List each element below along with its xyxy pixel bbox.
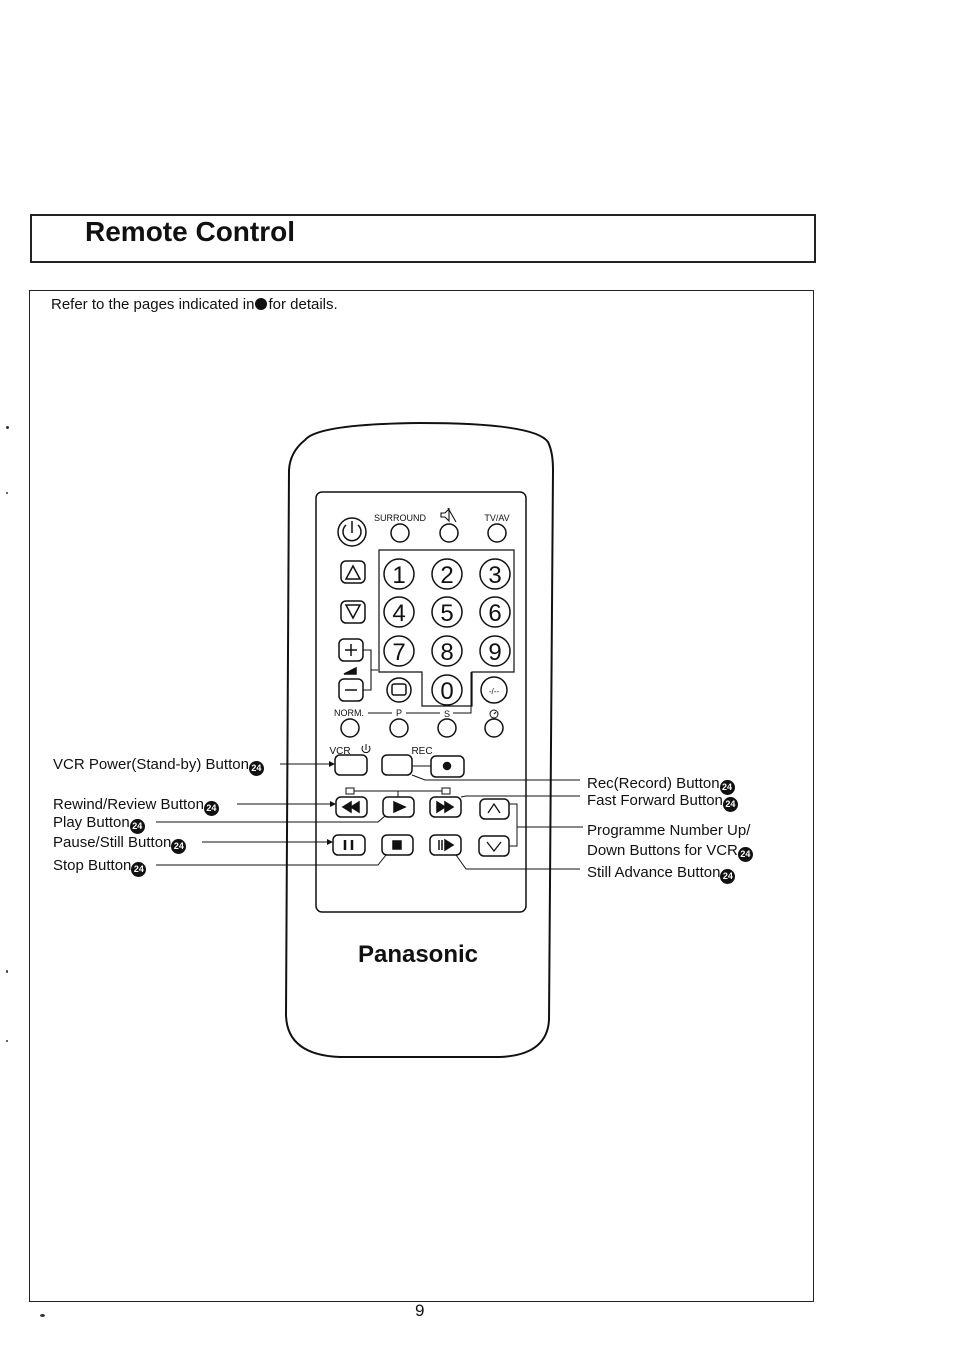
plusminus-label: -/-- bbox=[488, 687, 500, 696]
fast-forward-icon bbox=[437, 802, 453, 812]
norm-label: NORM. bbox=[334, 708, 364, 718]
prog-up-icon bbox=[488, 804, 500, 813]
brand-logo: Panasonic bbox=[357, 941, 479, 968]
callout-vcr-power: VCR Power(Stand-by) Button 24 bbox=[53, 756, 264, 776]
volume-ramp-icon bbox=[344, 668, 356, 674]
norm-button bbox=[341, 719, 359, 737]
plus-icon bbox=[345, 644, 357, 656]
callout-play: Play Button 24 bbox=[53, 814, 145, 834]
timer-icon bbox=[490, 710, 498, 718]
scan-speck bbox=[40, 1314, 45, 1317]
tvav-label: TV/AV bbox=[484, 513, 510, 523]
page-badge-icon: 24 bbox=[131, 862, 146, 877]
callout-stop: Stop Button 24 bbox=[53, 857, 146, 877]
callout-rewind: Rewind/Review Button 24 bbox=[53, 796, 219, 816]
index-right-icon bbox=[442, 788, 450, 794]
s-button bbox=[438, 719, 456, 737]
digit-1-label: 1 bbox=[392, 562, 406, 589]
timer-button bbox=[485, 719, 503, 737]
callout-prog-line1: Programme Number Up/ bbox=[587, 822, 751, 839]
play-icon bbox=[394, 802, 405, 812]
stop-icon bbox=[393, 841, 401, 849]
callout-arrowheads bbox=[327, 761, 336, 845]
page-badge-icon: 24 bbox=[720, 780, 735, 795]
intro-after: for details. bbox=[268, 296, 338, 313]
page-number: 9 bbox=[415, 1301, 425, 1320]
digit-buttons bbox=[384, 559, 510, 666]
channel-up-icon bbox=[346, 566, 360, 579]
callout-rec: Rec(Record) Button 24 bbox=[587, 775, 735, 795]
page-badge-icon: 24 bbox=[720, 869, 735, 884]
callout-pause: Pause/Still Button 24 bbox=[53, 834, 186, 854]
digit-7-label: 7 bbox=[392, 639, 406, 666]
tvav-button bbox=[488, 524, 506, 542]
s-label: S bbox=[443, 709, 451, 719]
callout-lines bbox=[156, 764, 583, 869]
volume-bracket bbox=[363, 650, 378, 690]
scan-speck bbox=[6, 492, 8, 494]
callout-still-advance: Still Advance Button 24 bbox=[587, 864, 735, 884]
remote-panel bbox=[316, 492, 526, 912]
prog-up-button bbox=[480, 799, 509, 819]
mute-icon bbox=[441, 508, 456, 522]
digit-5-label: 5 bbox=[440, 600, 454, 627]
callout-prog-line2: Down Buttons for VCR 24 bbox=[587, 842, 753, 862]
rec-label: REC bbox=[411, 746, 433, 757]
picture-mode-icon bbox=[392, 684, 406, 695]
p-button bbox=[390, 719, 408, 737]
p-label: P bbox=[395, 708, 403, 718]
rec-left-button bbox=[382, 755, 412, 775]
page-badge-icon: 24 bbox=[738, 847, 753, 862]
digit-4-label: 4 bbox=[392, 600, 406, 627]
surround-label: SURROUND bbox=[373, 513, 427, 523]
scan-speck bbox=[6, 970, 8, 973]
index-left-icon bbox=[346, 788, 354, 794]
power-icon bbox=[338, 518, 366, 546]
rec-dot-icon bbox=[444, 763, 451, 770]
vcr-power-small-icon bbox=[362, 744, 370, 753]
pause-button bbox=[333, 835, 365, 855]
scan-speck bbox=[6, 426, 9, 429]
page-badge-icon: 24 bbox=[204, 801, 219, 816]
still-advance-icon bbox=[439, 840, 442, 850]
pause-icon bbox=[345, 840, 352, 850]
digit-9-label: 9 bbox=[488, 639, 502, 666]
prog-down-button bbox=[479, 836, 509, 856]
surround-button bbox=[391, 524, 409, 542]
channel-down-icon bbox=[346, 605, 360, 618]
page-title: Remote Control bbox=[85, 216, 295, 247]
vcr-power-button bbox=[335, 755, 367, 775]
page-badge-icon: 24 bbox=[171, 839, 186, 854]
digit-8-label: 8 bbox=[440, 639, 454, 666]
picture-mode-button bbox=[387, 678, 411, 702]
intro-before: Refer to the pages indicated in bbox=[51, 296, 255, 313]
page-badge-icon: 24 bbox=[249, 761, 264, 776]
scan-speck bbox=[6, 1040, 8, 1042]
vcr-label: VCR bbox=[329, 746, 351, 757]
callout-fast-forward: Fast Forward Button 24 bbox=[587, 792, 738, 812]
digit-2-label: 2 bbox=[440, 562, 454, 589]
rewind-icon bbox=[343, 802, 359, 812]
digit-0-label: 0 bbox=[440, 678, 454, 705]
digit-3-label: 3 bbox=[488, 562, 502, 589]
page-badge-icon: 24 bbox=[723, 797, 738, 812]
prog-down-icon bbox=[487, 842, 501, 851]
index-connector bbox=[354, 791, 442, 797]
page-badge-icon: 24 bbox=[130, 819, 145, 834]
mute-button bbox=[440, 524, 458, 542]
digit-6-label: 6 bbox=[488, 600, 502, 627]
